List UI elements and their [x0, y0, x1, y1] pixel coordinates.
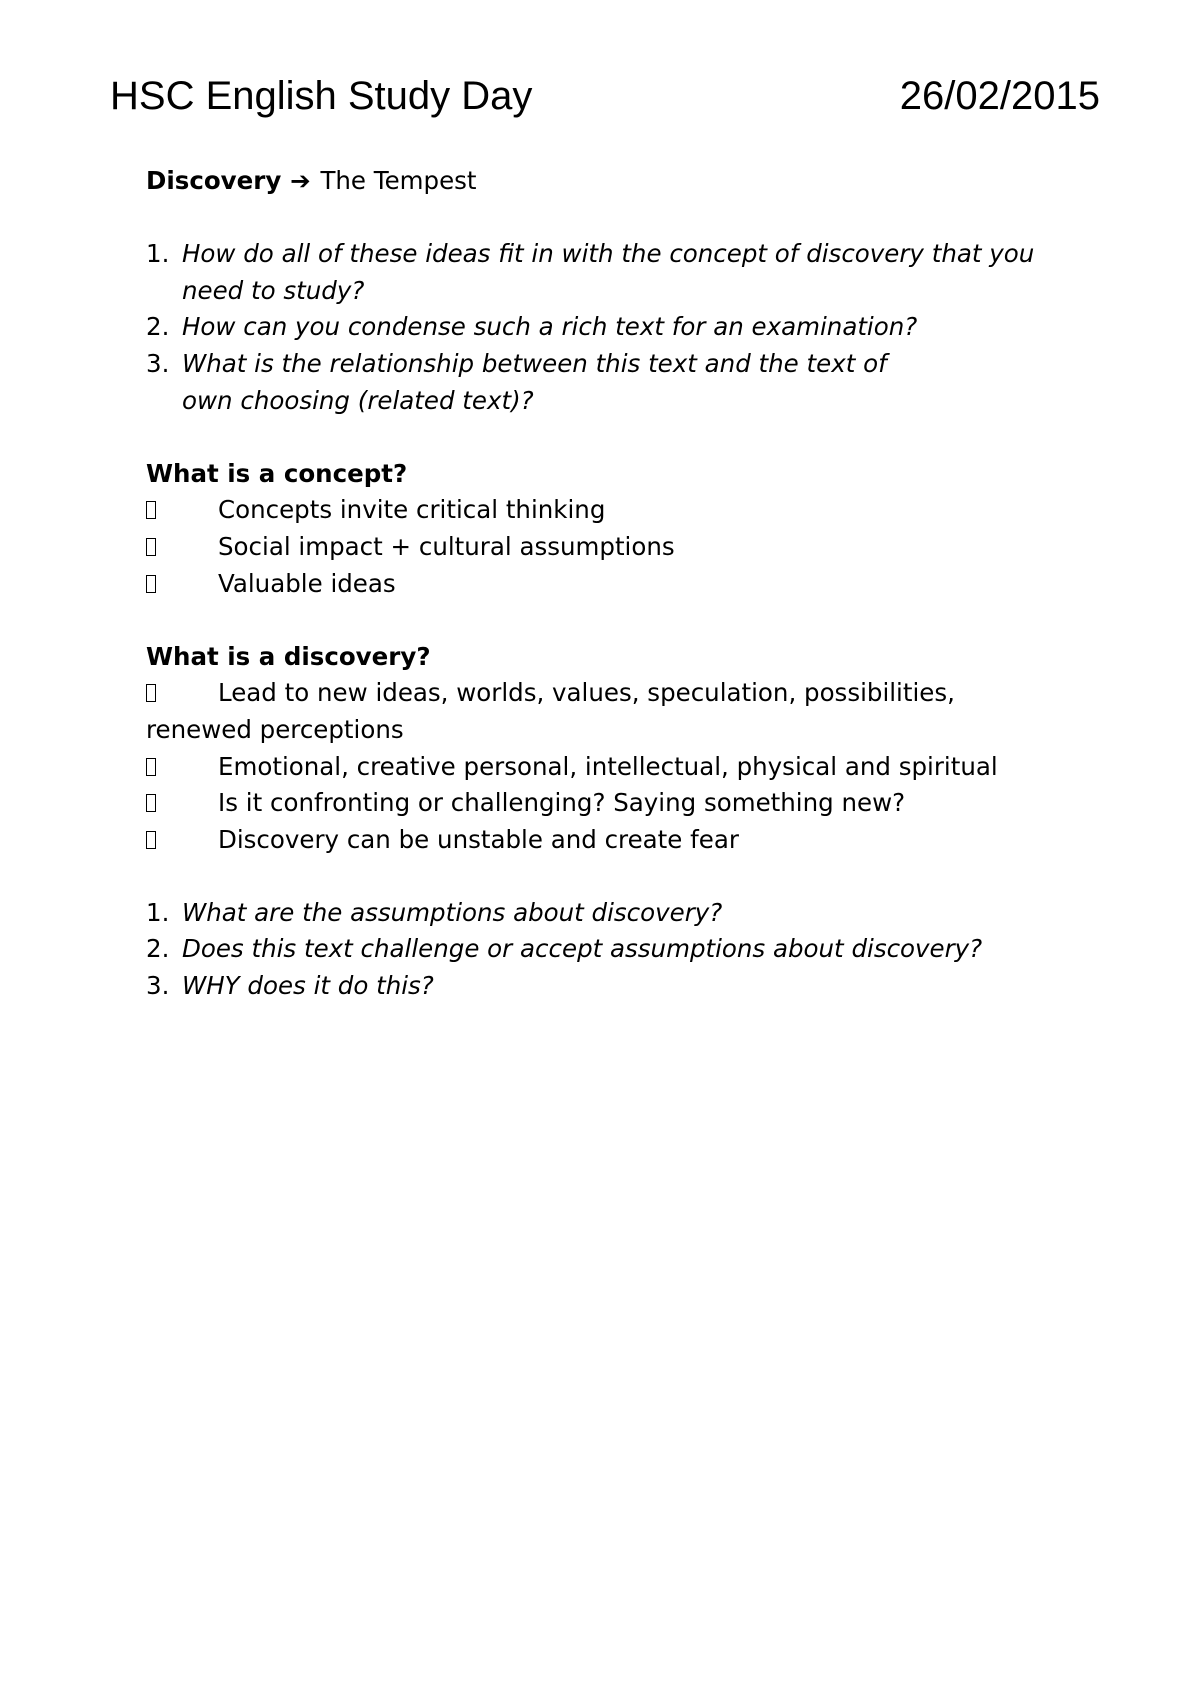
- closing-question: [146, 931, 1046, 968]
- question-text: WHY does it do this?: [182, 971, 434, 1001]
- closing-question: [146, 968, 1046, 1005]
- bullet-icon: [146, 684, 156, 702]
- discovery-bullet: [146, 822, 1046, 859]
- discovery-bullet: [146, 749, 1046, 786]
- document-title: HSC English Study Day: [110, 74, 533, 118]
- list-number: 3.: [146, 348, 170, 378]
- topic-line: [146, 163, 1046, 200]
- discovery-heading: What is a discovery?: [146, 641, 431, 671]
- concept-bullet: [146, 492, 1046, 529]
- question-text: Does this text challenge or accept assumptions about discovery?: [182, 934, 983, 964]
- bullet-icon: [146, 831, 156, 849]
- question-text: How can you condense such a rich text for an examination?: [182, 312, 918, 342]
- list-number: 2.: [146, 934, 170, 964]
- page-header: [110, 70, 1100, 122]
- question-text: What is the relationship between this text and the text of own choosing (related text)?: [182, 348, 887, 415]
- bullet-text: Emotional, creative personal, intellectual, physical and spiritual: [218, 751, 998, 781]
- list-number: 3.: [146, 971, 170, 1001]
- intro-question: [146, 236, 1046, 309]
- concept-bullet: [146, 566, 1046, 603]
- closing-question: [146, 895, 1046, 932]
- concept-heading: What is a concept?: [146, 458, 408, 488]
- bullet-text: Social impact + cultural assumptions: [218, 531, 675, 561]
- discovery-bullet: [146, 675, 966, 748]
- document-date: 26/02/2015: [899, 74, 1100, 118]
- bullet-icon: [146, 794, 156, 812]
- intro-question: [146, 346, 942, 419]
- list-number: 1.: [146, 897, 170, 927]
- bullet-icon: [146, 758, 156, 776]
- discovery-bullet: [146, 785, 1046, 822]
- bullet-text: Lead to new ideas, worlds, values, speculation, possibilities, renewed perceptions: [146, 678, 955, 744]
- bullet-icon: [146, 538, 156, 556]
- concept-bullet: [146, 529, 1046, 566]
- bullet-icon: [146, 575, 156, 593]
- right-arrow-icon: ➔: [290, 166, 311, 195]
- list-number: 2.: [146, 312, 170, 342]
- intro-question: [146, 309, 1046, 346]
- bullet-text: Concepts invite critical thinking: [218, 495, 606, 525]
- topic-subject: The Tempest: [320, 166, 477, 195]
- bullet-text: Is it confronting or challenging? Saying something new?: [218, 788, 906, 818]
- topic-label: Discovery: [146, 166, 282, 195]
- list-number: 1.: [146, 239, 170, 269]
- question-text: How do all of these ideas fit in with the concept of discovery that you need to study?: [182, 239, 1035, 305]
- bullet-icon: [146, 501, 156, 519]
- bullet-text: Valuable ideas: [218, 568, 396, 598]
- bullet-text: Discovery can be unstable and create fear: [218, 824, 739, 854]
- document-body: [146, 163, 1046, 1005]
- question-text: What are the assumptions about discovery?: [182, 897, 723, 927]
